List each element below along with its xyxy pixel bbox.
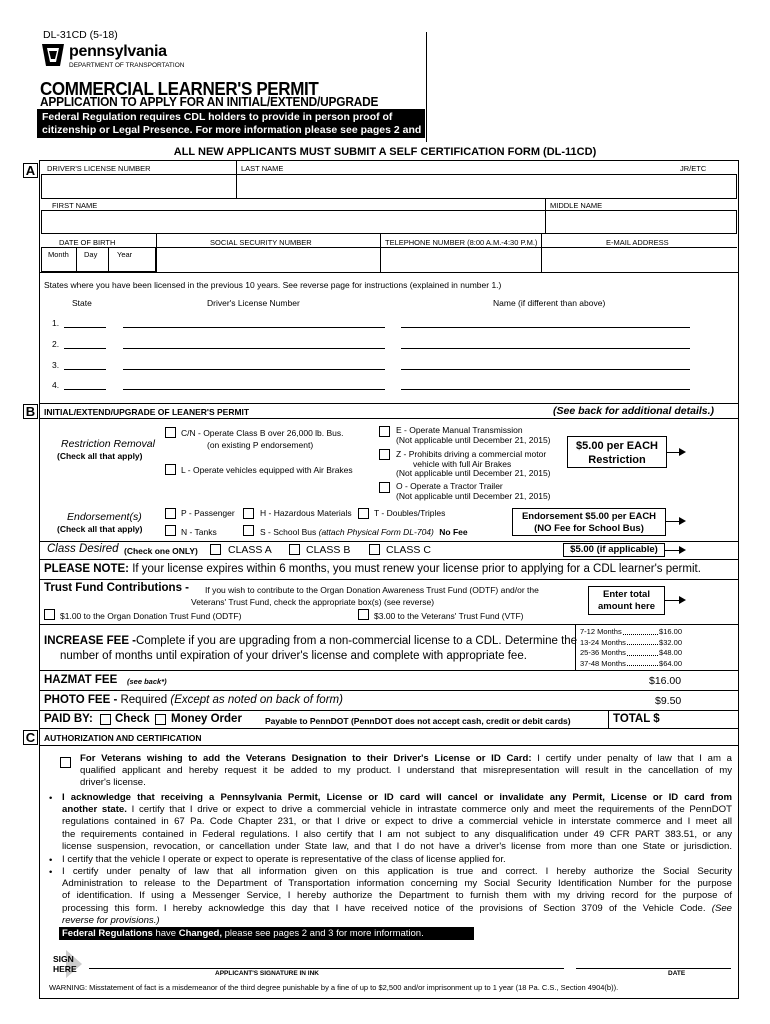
row-number: 2. <box>52 339 60 349</box>
trust-title: Trust Fund Contributions - <box>44 582 190 594</box>
year-label: Year <box>117 250 133 259</box>
veterans-line-1: I certify under penalty of law that I am a <box>537 753 732 764</box>
e-note: (Not applicable until December 21, 2015) <box>396 435 551 445</box>
certify-line-4-italic: (See <box>711 902 733 914</box>
section-b-title: INITIAL/EXTEND/UPGRADE OF LEANER'S PERMIT <box>44 407 250 417</box>
restriction-check-all: (Check all that apply) <box>57 451 143 461</box>
states-note: States where you have been licensed in the previous 10 years. See reverse page for instructions (explained in number 1.) <box>44 280 502 290</box>
endorsement-check-all: (Check all that apply) <box>57 524 143 534</box>
cn-checkbox[interactable] <box>165 427 176 438</box>
veterans-checkbox[interactable] <box>60 757 71 768</box>
certify-line-1: I certify under penalty of law that all information given on this application is true and correct. I hereby authorize the Social Security <box>62 866 732 877</box>
sign-label: SIGN <box>53 954 74 964</box>
e-checkbox[interactable] <box>379 426 390 437</box>
l-checkbox[interactable] <box>165 464 176 475</box>
vehicle-paragraph: I certify that the vehicle I operate or expect to operate is representative of the class of license applied for. <box>62 854 506 865</box>
col-dl-number: Driver's License Number <box>207 298 300 308</box>
notice-line-1: Federal Regulation requires CDL holders to provide in person proof of <box>42 111 393 123</box>
veterans-line-3: driver's license. <box>80 777 146 789</box>
bullet: • <box>49 855 53 866</box>
cn-sub-label: (on existing P endorsement) <box>207 440 314 450</box>
months-fee: $16.00 <box>659 627 682 636</box>
dob-label: DATE OF BIRTH <box>59 238 116 247</box>
form-number: DL-31CD (5-18) <box>43 29 118 41</box>
name-input[interactable] <box>401 327 690 328</box>
months-row <box>580 648 682 659</box>
page-subtitle: APPLICATION TO APPLY FOR AN INITIAL/EXTEND/UPGRADE <box>40 95 379 109</box>
money-order-checkbox[interactable] <box>155 714 166 725</box>
p-label: P - Passenger <box>181 508 235 518</box>
total-input[interactable] <box>663 711 737 727</box>
cancel-line-1: I acknowledge that receiving a Pennsylvania Permit, License or ID card will cancel or invalidate any Permit, License or ID card from <box>62 792 732 803</box>
notice-banner <box>37 109 425 148</box>
o-checkbox[interactable] <box>379 482 390 493</box>
vtf-label: $3.00 to the Veterans' Trust Fund (VTF) <box>374 611 524 621</box>
months-label: 25-36 Months <box>580 648 626 657</box>
cancel-line-3: regulations contained in 67 Pa. Code Chapter 231, or that I drive or expect to drive a commercial vehicle in interstate commerce and I meet all <box>62 816 732 828</box>
enter-total-line-2: amount here <box>597 601 655 612</box>
cancel-line-2: I certify that I drive or expect to drive a commercial vehicle in intrastate commerce only and meet the requirements of the PennDOT <box>131 804 732 816</box>
arrow-right-icon <box>679 546 686 554</box>
state-input[interactable] <box>64 327 106 328</box>
photo-required: Required <box>120 694 168 706</box>
last-name-label: LAST NAME <box>241 164 284 173</box>
certify-line-3: of identification. If using a Messenger Service, I hereby authorize the Department to furnish them with my driving record for the purpose of <box>62 890 732 902</box>
signature-label: APPLICANT'S SIGNATURE IN INK <box>215 970 319 977</box>
certify-line-4: processing this form. I hereby acknowledge this day that I have received notice of the provisions of Section 3709 of the Vehicle Code. <box>62 902 706 914</box>
n-checkbox[interactable] <box>165 525 176 536</box>
endorsement-fee-line-1: Endorsement $5.00 per EACH <box>521 511 657 522</box>
endorsement-fee-box <box>512 508 666 536</box>
fed-reg-a: Federal Regulations <box>62 928 153 939</box>
class-b-checkbox[interactable] <box>289 544 300 555</box>
see-back-note: (See back for additional details.) <box>553 405 715 417</box>
dl-input[interactable] <box>123 369 385 370</box>
photo-note: (Except as noted on back of form) <box>170 694 343 706</box>
please-note-text: If your license expires within 6 months, you must renew your license prior to applying for a CDL learner's permit. <box>132 563 701 575</box>
certify-line-5: reverse for provisions.) <box>62 914 160 926</box>
enter-total-line-1: Enter total <box>603 589 650 600</box>
s-checkbox[interactable] <box>243 525 254 536</box>
months-fee-table <box>580 627 682 669</box>
please-note-bold: PLEASE NOTE: <box>44 563 129 575</box>
dl-input[interactable] <box>123 389 385 390</box>
months-row <box>580 638 682 649</box>
s-label <box>260 527 468 537</box>
fed-reg-b: have <box>155 928 177 939</box>
name-input[interactable] <box>401 369 690 370</box>
months-row <box>580 627 682 638</box>
endorsement-fee-line-2: (NO Fee for School Bus) <box>534 523 644 534</box>
warning-text: WARNING: Misstatement of fact is a misdemeanor of the third degree punishable by a fine of up to $2,500 and/or imprisonment up to 1 year (18 Pa. C.S., Section 4904(b)). <box>49 983 619 992</box>
class-a-label: CLASS A <box>228 544 272 556</box>
here-label: HERE <box>53 964 77 974</box>
telephone-label: TELEPHONE NUMBER (8:00 A.M.-4:30 P.M.) <box>385 238 538 247</box>
middle-name-label: MIDDLE NAME <box>550 201 603 210</box>
name-input[interactable] <box>401 348 690 349</box>
paid-by-label: PAID BY: <box>44 713 93 725</box>
name-input[interactable] <box>401 389 690 390</box>
restriction-fee-line-1: $5.00 per EACH <box>576 440 658 452</box>
check-one-note: (Check one ONLY) <box>124 546 198 556</box>
cn-label: C/N - Operate Class B over 26,000 lb. Bus. <box>181 428 344 438</box>
photo-fee <box>44 694 343 706</box>
row-number: 1. <box>52 318 60 328</box>
z-label-2: vehicle with full Air Brakes <box>413 459 512 469</box>
class-fee-box: $5.00 (if applicable) <box>563 543 665 557</box>
odtf-checkbox[interactable] <box>44 609 55 620</box>
telephone-input[interactable] <box>381 248 540 271</box>
page-title: COMMERCIAL LEARNER'S PERMIT <box>40 78 319 99</box>
keystone-logo-icon <box>40 42 66 68</box>
h-checkbox[interactable] <box>243 508 254 519</box>
section-b-letter: B <box>23 404 38 419</box>
check-label: Check <box>115 713 150 725</box>
section-a-letter: A <box>23 163 38 178</box>
hazmat-fee: $16.00 <box>649 675 682 687</box>
please-note <box>44 563 701 575</box>
vtf-checkbox[interactable] <box>358 609 369 620</box>
dl-number-label: DRIVER'S LICENSE NUMBER <box>47 164 151 173</box>
jr-etc-label: JR/ETC <box>680 164 707 173</box>
certify-line-2: Administration to release to the Department of Transportation information concerning my Social Security Identification Number for the purpose <box>62 878 732 890</box>
self-cert-notice: ALL NEW APPLICANTS MUST SUBMIT A SELF CERTIFICATION FORM (DL-11CD) <box>173 146 597 158</box>
notice-line-2: citizenship or Legal Presence. For more information please see pages 2 and 3. <box>42 124 422 148</box>
hazmat-label: HAZMAT FEE <box>44 674 118 686</box>
odtf-label: $1.00 to the Organ Donation Trust Fund (ODTF) <box>60 611 242 621</box>
state-input[interactable] <box>64 389 106 390</box>
class-a-checkbox[interactable] <box>210 544 221 555</box>
restriction-fee-box <box>567 436 667 468</box>
months-label: 13-24 Months <box>580 637 626 647</box>
class-c-checkbox[interactable] <box>369 544 380 555</box>
t-label: T - Doubles/Triples <box>374 508 446 518</box>
class-b-label: CLASS B <box>306 544 351 556</box>
first-name-label: FIRST NAME <box>52 201 98 210</box>
veterans-paragraph <box>80 753 732 790</box>
increase-text-1: Complete if you are upgrading from a non-commercial license to a CDL. Determine the <box>136 635 578 647</box>
federal-reg-banner <box>59 927 474 940</box>
o-note: (Not applicable until December 21, 2015) <box>396 491 551 501</box>
restriction-label: Restriction Removal <box>61 438 155 450</box>
dl-input[interactable] <box>123 327 385 328</box>
s-note: (attach Physical Form DL-704) <box>318 527 434 537</box>
state-name: pennsylvania <box>69 43 167 60</box>
s-option: S - School Bus <box>260 527 317 537</box>
increase-fee <box>44 635 577 647</box>
increase-title: INCREASE FEE - <box>44 635 137 647</box>
cancel-line-5: license suspension, revocation, or cancellation under State law, and that I do not have a driver's license from more than one State or jurisdiction. <box>62 840 732 852</box>
trust-text-1: If you wish to contribute to the Organ Donation Awareness Trust Fund (ODTF) and/or the <box>205 585 539 595</box>
money-order-label: Money Order <box>171 713 242 725</box>
cancel-paragraph <box>62 792 732 853</box>
months-row <box>580 659 682 670</box>
col-name: Name (if different than above) <box>493 298 606 308</box>
cancel-line-4: the requirements contained in Federal regulations. I also certify that I am not subject to any disqualification under 49 CFR PART 383.51, or any <box>62 828 732 840</box>
certify-paragraph <box>62 866 732 927</box>
fed-reg-d: please see pages 2 and 3 for more information. <box>224 928 424 939</box>
veterans-line-2: qualified applicant and hereby request it be added to my product. I understand that misrepresentation will result in the cancellation of my <box>80 765 732 777</box>
date-line[interactable] <box>576 968 731 969</box>
state-input[interactable] <box>64 348 106 349</box>
arrow-right-icon <box>679 517 686 525</box>
row-number: 4. <box>52 380 60 390</box>
photo-fee-amount: $9.50 <box>655 695 682 707</box>
bullet: • <box>49 867 53 878</box>
l-label: L - Operate vehicles equipped with Air Brakes <box>181 465 353 475</box>
state-input[interactable] <box>64 369 106 370</box>
t-checkbox[interactable] <box>358 508 369 519</box>
no-fee: No Fee <box>439 527 468 537</box>
h-label: H - Hazardous Materials <box>260 508 352 518</box>
months-label: 7-12 Months <box>580 627 622 636</box>
endorsement-label: Endorsement(s) <box>67 511 142 523</box>
months-fee: $64.00 <box>659 658 682 668</box>
n-label: N - Tanks <box>181 527 217 537</box>
e-label: E - Operate Manual Transmission <box>396 425 523 435</box>
day-label: Day <box>84 250 98 259</box>
section-c-letter: C <box>23 730 38 745</box>
veterans-bold: For Veterans wishing to add the Veterans Designation to their Driver's License or ID Card: <box>80 753 532 764</box>
restriction-fee-line-2: Restriction <box>588 454 646 466</box>
dl-name-input[interactable] <box>41 174 737 199</box>
email-label: E-MAIL ADDRESS <box>606 238 669 247</box>
class-c-label: CLASS C <box>386 544 431 556</box>
z-checkbox[interactable] <box>379 449 390 460</box>
fed-reg-c: Changed, <box>178 928 222 939</box>
first-middle-input[interactable] <box>41 210 737 234</box>
cancel-line-2-bold: another state. <box>62 804 127 816</box>
bullet: • <box>49 793 53 804</box>
arrow-right-icon <box>679 448 686 456</box>
department-name: DEPARTMENT OF TRANSPORTATION <box>69 62 185 69</box>
dl-input[interactable] <box>123 348 385 349</box>
enter-total-box[interactable] <box>588 586 665 615</box>
signature-line[interactable] <box>89 968 564 969</box>
ssn-input[interactable] <box>157 248 379 271</box>
months-label: 37-48 Months <box>580 658 626 668</box>
col-state: State <box>72 298 92 308</box>
month-label: Month <box>48 250 69 259</box>
payable-note: Payable to PennDOT (PennDOT does not accept cash, credit or debit cards) <box>265 716 571 726</box>
email-input[interactable] <box>542 248 736 271</box>
z-label: Z - Prohibits driving a commercial motor <box>396 449 547 459</box>
date-label: DATE <box>668 970 686 977</box>
class-desired-label: Class Desired <box>47 543 119 555</box>
row-number: 3. <box>52 360 60 370</box>
trust-text-2: Veterans' Trust Fund, check the appropriate box(s) (see reverse) <box>191 597 435 607</box>
months-fee: $48.00 <box>659 648 682 657</box>
increase-text-2: number of months until expiration of your driver's license and complete with appropriate fee. <box>60 650 527 662</box>
section-c-title: AUTHORIZATION AND CERTIFICATION <box>44 733 202 743</box>
o-label: O - Operate a Tractor Trailer <box>396 481 503 491</box>
months-fee: $32.00 <box>659 637 682 647</box>
photo-label: PHOTO FEE - <box>44 694 118 706</box>
arrow-right-icon <box>679 596 686 604</box>
total-label: TOTAL $ <box>613 713 660 725</box>
ssn-label: SOCIAL SECURITY NUMBER <box>210 238 312 247</box>
p-checkbox[interactable] <box>165 508 176 519</box>
z-note: (Not applicable until December 21, 2015) <box>396 468 551 478</box>
hazmat-note: (see back*) <box>127 677 167 686</box>
check-checkbox[interactable] <box>100 714 111 725</box>
